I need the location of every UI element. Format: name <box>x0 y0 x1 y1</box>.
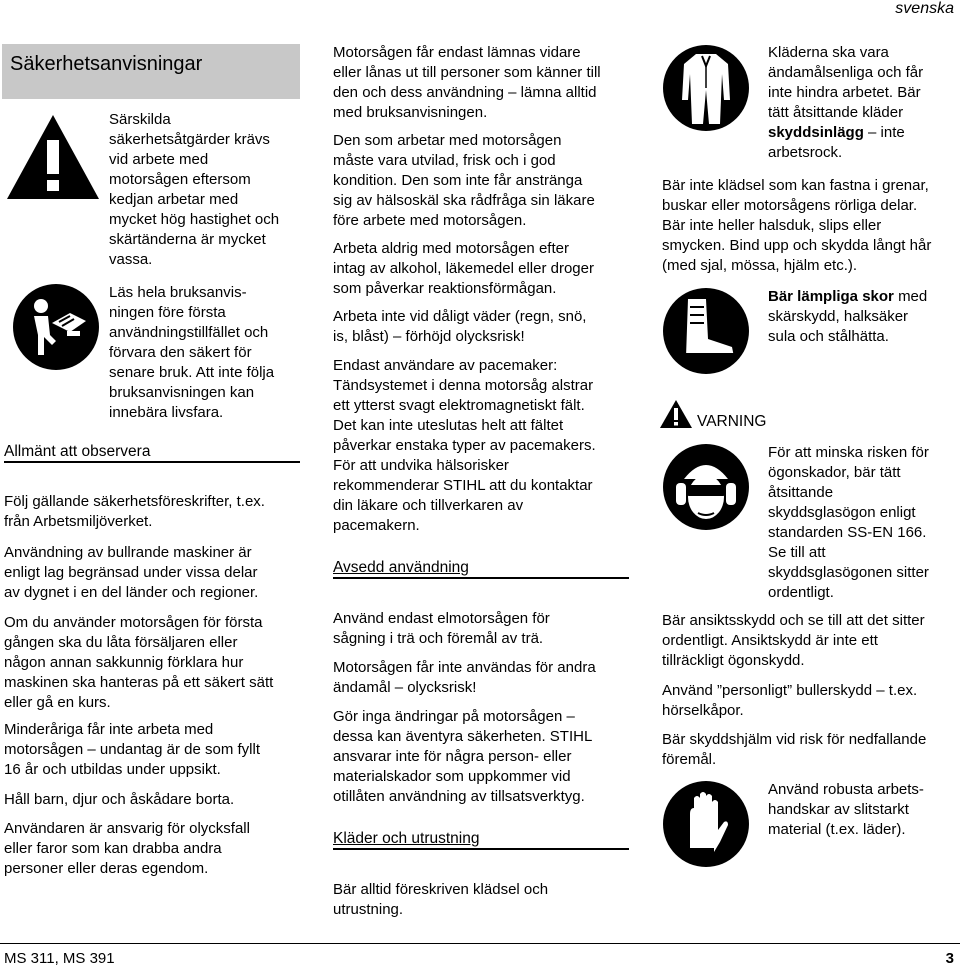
paragraph: Håll barn, djur och åskådare borta. <box>4 791 235 808</box>
paragraph: Minderåriga får inte arbeta med motorsågen – undantag är de som fyllt 16 år och utbildas under uppsikt. <box>4 721 260 778</box>
coverall-clothing-icon <box>662 44 750 132</box>
paragraph: Bär alltid föreskriven klädsel och utrustning. <box>333 881 549 918</box>
section-heading-clothing: Kläder och utrustning <box>333 830 480 847</box>
shoes-bold: Bär lämpliga skor <box>768 288 894 305</box>
language-label: svenska <box>895 0 954 17</box>
page-number: 3 <box>945 950 954 967</box>
warning-triangle-icon <box>4 112 102 202</box>
paragraph: Användning av bullrande maskiner är enligt lag begränsad under vissa delar av dygnet i en del länder och regioner. <box>4 544 259 601</box>
paragraph: Bär skyddshjälm vid risk för nedfallande föremål. <box>662 731 927 768</box>
eye-ear-protection-icon <box>662 443 750 531</box>
paragraph: Arbeta aldrig med motorsågen efter intag av alkohol, läkemedel eller droger som påverkar reaktionsförmågan. <box>333 240 594 297</box>
footer-rule <box>0 943 960 944</box>
paragraph: Användaren är ansvarig för olycksfall eller faror som kan drabba andra personer eller deras egendom. <box>4 820 250 877</box>
clothes-text-a: Kläderna ska vara ändamålsenliga och får inte hindra arbetet. Bär tätt åtsittande kläder <box>768 44 924 121</box>
clothes-text-c: arbetsrock. <box>768 144 843 161</box>
paragraph: Arbeta inte vid dåligt väder (regn, snö, is, blåst) – förhöjd olycksrisk! <box>333 308 587 345</box>
warning-text: Särskilda säkerhetsåtgärder krävs vid arbete med motorsågen eftersom kedjan arbetar med mycket hög hastighet och skärtänderna är mycket vassa. <box>109 111 280 268</box>
paragraph: Följ gällande säkerhetsföreskrifter, t.ex. från Arbetsmiljöverket. <box>4 493 265 530</box>
safety-boot-icon <box>662 287 750 375</box>
gloves-icon <box>662 780 750 868</box>
warning-small-icon <box>659 399 693 429</box>
paragraph: Om du använder motorsågen för första gången ska du låta försäljaren eller någon annan sakkunnig förklara hur maskinen ska hanteras på ett säkert sätt eller gå en kurs. <box>4 614 274 711</box>
footer-model: MS 311, MS 391 <box>4 950 115 967</box>
paragraph: Bär ansiktsskydd och se till att det sitter ordentligt. Ansiktskydd är inte ett tillräckligt ögonskydd. <box>662 612 925 669</box>
page-title: Säkerhetsanvisningar <box>10 53 203 75</box>
paragraph: Gör inga ändringar på motorsågen – dessa kan äventyra säkerheten. STIHL ansvarar inte för några person- eller materialskador som uppkommer vid otillåten användning av tillsatsverktyg. <box>333 708 593 805</box>
clothes-text-b: – inte <box>868 124 905 141</box>
paragraph: Endast användare av pacemaker: Tändsystemet i denna motorsåg alstrar ett ytterst svagt elektromagnetiskt fält. Det kan inte uteslutas helt att fältet påverkar enstaka typer av pacemakers. För att undvika hälsorisker rekommenderar STIHL att du kontaktar din läkare och tillverkaren av pacemakern. <box>333 357 596 534</box>
paragraph: Använd ”personligt” bullerskydd – t.ex. hörselkåpor. <box>662 682 918 719</box>
clothes-bold: skyddsinlägg <box>768 124 864 141</box>
shoes-text <box>768 287 958 347</box>
clothes-text <box>768 43 958 163</box>
manual-text: Läs hela bruksanvis- ningen före första användningstillfället och förvara den säkert för senare bruk. Att inte följa bruksanvisningen kan innebära livsfara. <box>109 284 275 421</box>
paragraph: Motorsågen får endast lämnas vidare eller lånas ut till personer som känner till den och dess användning – lämna alltid med bruksanvisningen. <box>333 44 601 121</box>
gloves-text: Använd robusta arbets- handskar av slitstarkt material (t.ex. läder). <box>768 781 924 838</box>
warning-label: VARNING <box>697 413 767 430</box>
shoes-text-b: skärskydd, halksäker sula och stålhätta. <box>768 308 909 345</box>
read-manual-icon <box>12 283 100 371</box>
heading-rule <box>4 461 300 463</box>
paragraph: Använd endast elmotorsågen för sågning i trä och föremål av trä. <box>333 610 550 647</box>
paragraph: Den som arbetar med motorsågen måste vara utvilad, frisk och i god kondition. Den som inte får anstränga sig av hälsoskäl ska rådfråga sin läkare före arbete med motorsågen. <box>333 132 595 229</box>
paragraph: Bär inte klädsel som kan fastna i grenar, buskar eller motorsågens rörliga delar. Bär inte heller halsduk, slips eller smycken. Bind upp och skydda långt hår (med sjal, mössa, hjälm etc.). <box>662 177 932 274</box>
heading-rule <box>333 848 629 850</box>
eyes-text: För att minska risken för ögonskador, bär tätt åtsittande skyddsglasögon enligt standarden SS-EN 166. Se till att skyddsglasögonen sitter ordentligt. <box>768 444 929 601</box>
section-heading-general: Allmänt att observera <box>4 443 151 460</box>
heading-rule <box>333 577 629 579</box>
paragraph: Motorsågen får inte användas för andra ändamål – olycksrisk! <box>333 659 596 696</box>
shoes-text-a: med <box>898 288 928 305</box>
section-heading-use: Avsedd användning <box>333 559 469 576</box>
